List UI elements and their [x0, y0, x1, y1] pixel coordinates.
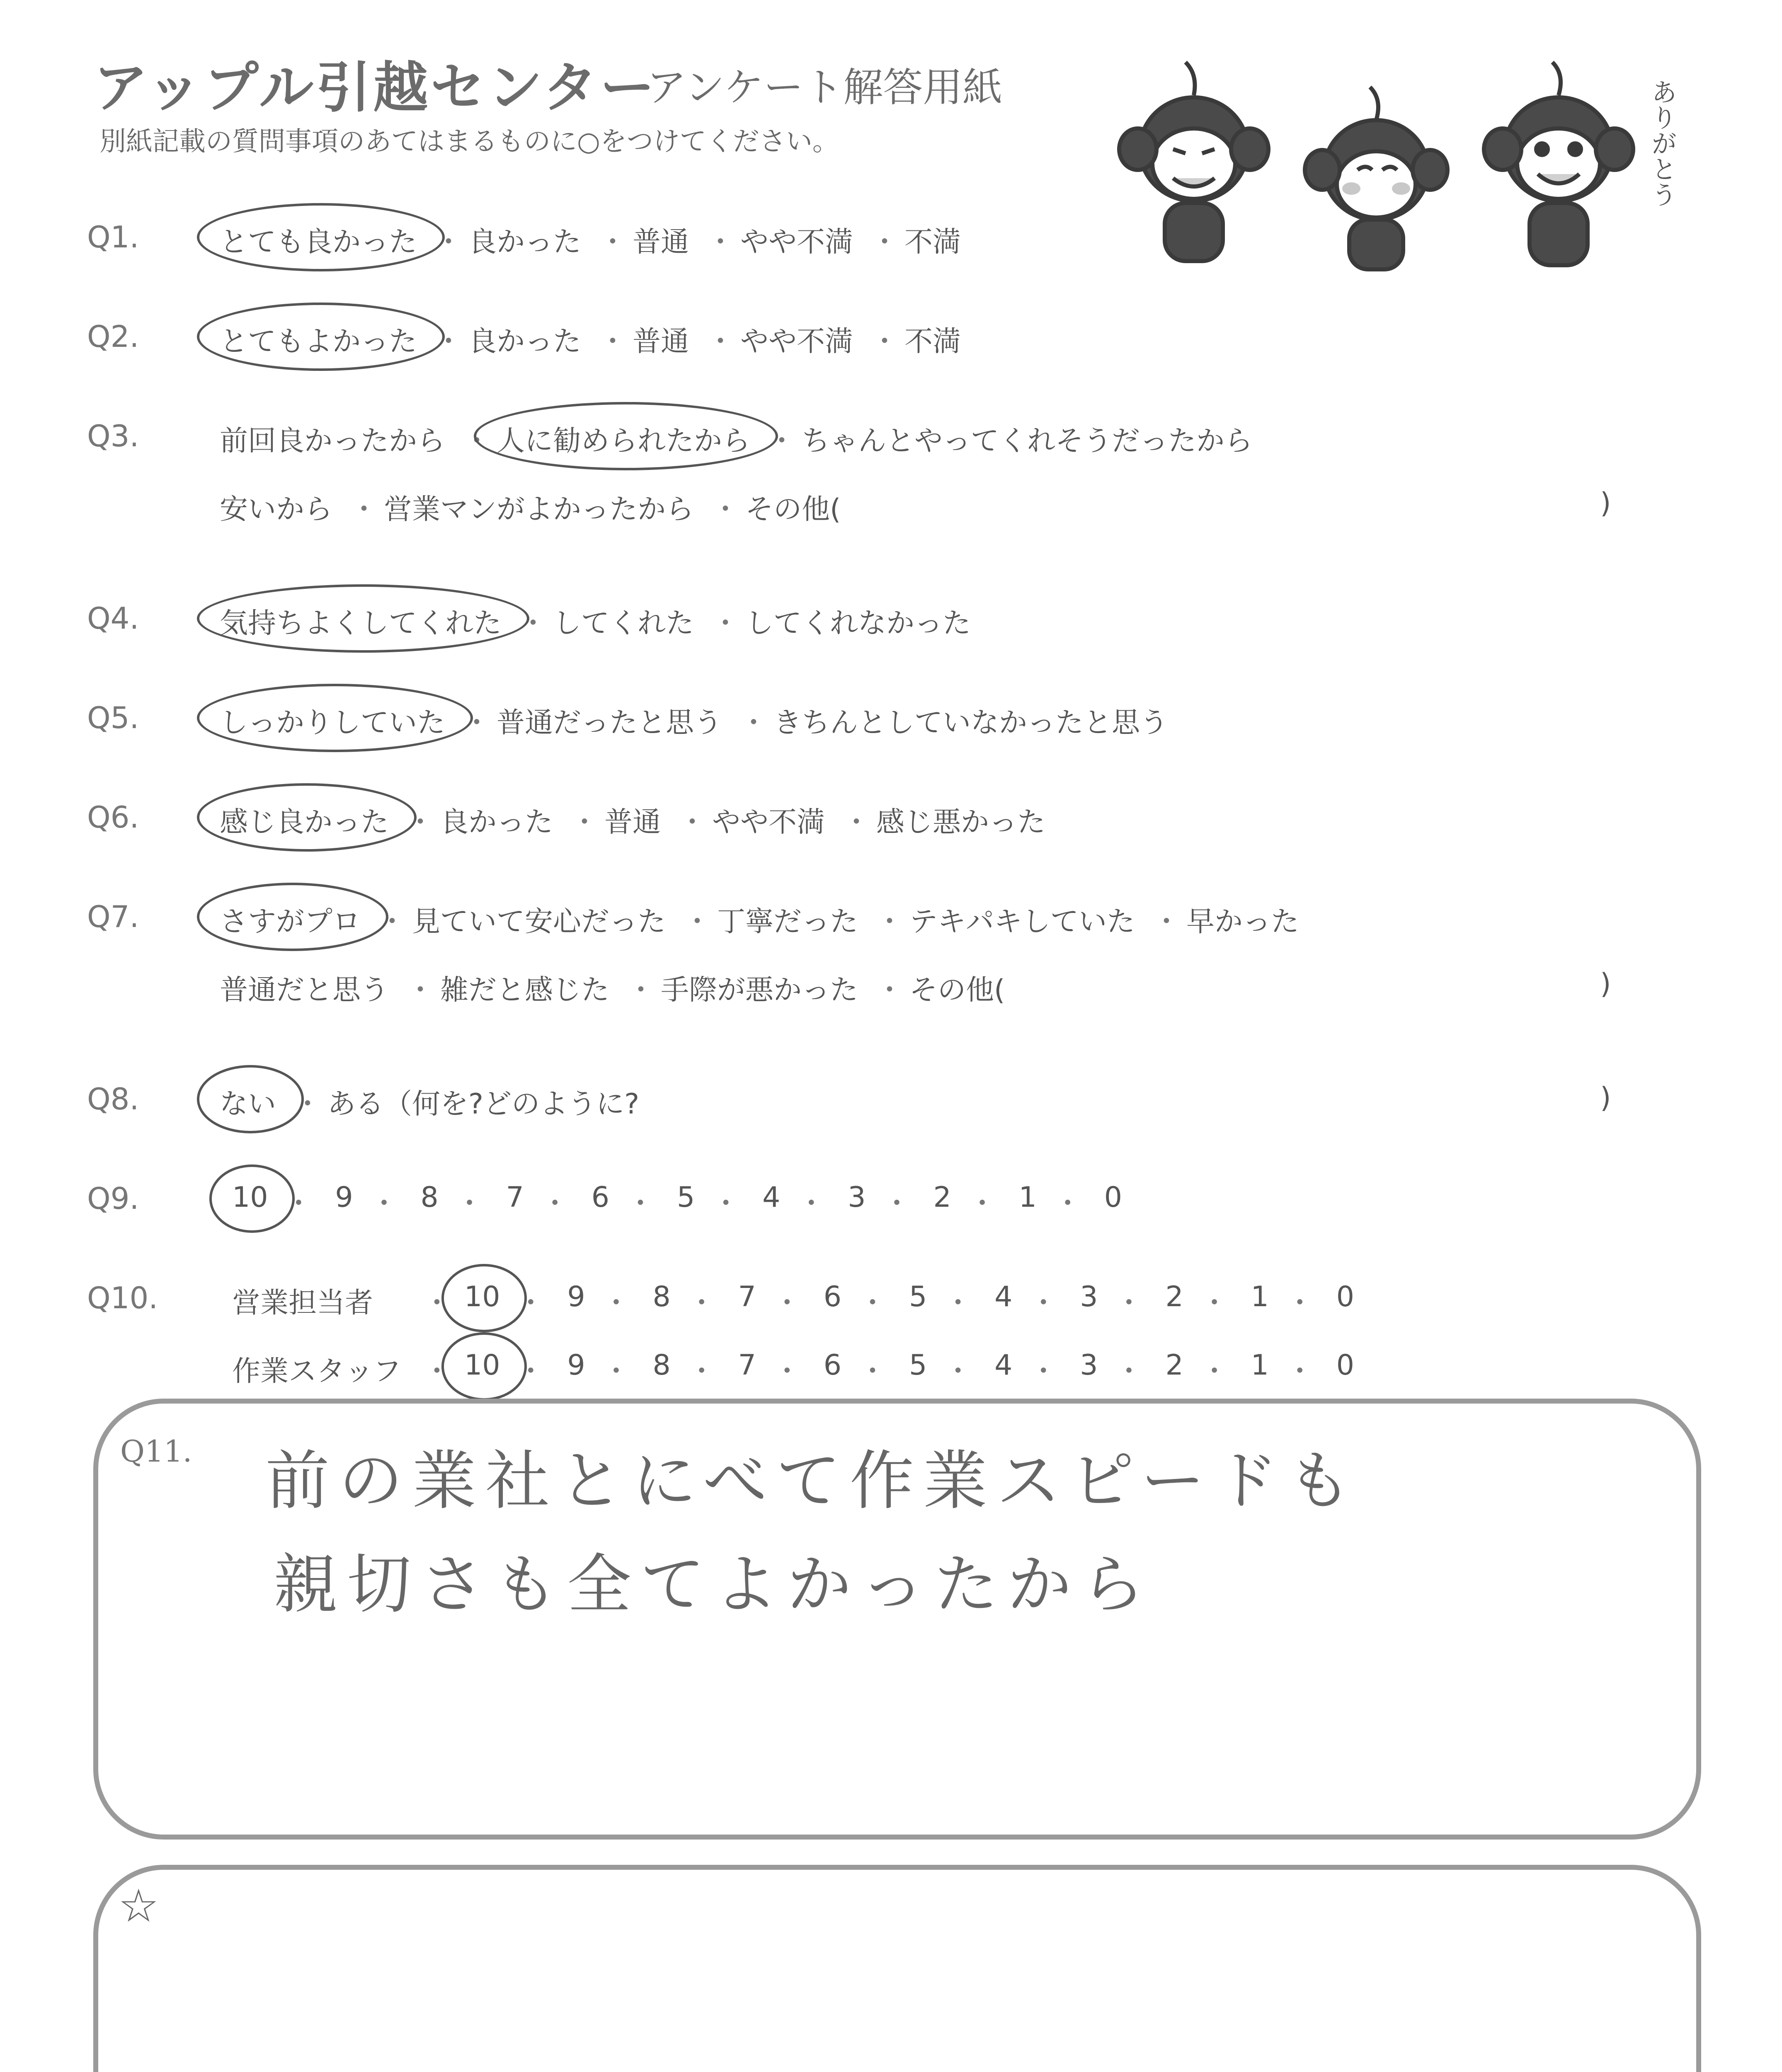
answer-option[interactable]: 安いから — [220, 493, 333, 526]
q11-answer-line-2: 親切さも全てよかったから — [274, 1547, 1154, 1622]
answer-option[interactable]: やや不満 — [740, 226, 853, 259]
separator-dot: ・ — [370, 1187, 398, 1220]
answer-option[interactable]: 良かった — [468, 226, 582, 259]
separator-dot: ・ — [406, 974, 435, 1007]
answer-option[interactable]: その他( — [745, 493, 841, 526]
question-number: Q2. — [87, 319, 139, 354]
answer-option[interactable]: やや不満 — [712, 806, 825, 839]
question-number: Q8. — [87, 1082, 139, 1116]
separator-dot: ・ — [883, 1187, 911, 1220]
separator-dot: ・ — [875, 974, 904, 1007]
separator-dot: ・ — [944, 1355, 972, 1388]
separator-dot: ・ — [1285, 1287, 1314, 1319]
answer-option[interactable]: 4 — [994, 1280, 1013, 1313]
answer-option[interactable]: 8 — [420, 1181, 439, 1214]
separator-dot: ・ — [455, 1187, 484, 1220]
comment-box — [93, 1865, 1701, 2072]
answer-option[interactable]: 10 — [232, 1181, 268, 1214]
answer-option[interactable]: 雑だと感じた — [440, 974, 610, 1007]
selected-answer-circle — [197, 883, 388, 951]
answer-option[interactable]: 感じ悪かった — [876, 806, 1046, 839]
answer-option[interactable]: 10 — [464, 1349, 500, 1382]
answer-option[interactable]: 1 — [1018, 1181, 1037, 1214]
answer-option[interactable]: その他( — [909, 974, 1005, 1007]
answer-option[interactable]: 丁寧だった — [717, 905, 858, 938]
separator-dot: ・ — [516, 1287, 545, 1319]
answer-option[interactable]: 7 — [738, 1280, 756, 1313]
answer-option[interactable]: 8 — [652, 1280, 671, 1313]
separator-dot: ・ — [284, 1187, 313, 1220]
separator-dot: ・ — [602, 1355, 630, 1388]
separator-dot: ・ — [944, 1287, 972, 1319]
separator-dot: ・ — [626, 1187, 655, 1220]
selected-answer-circle — [197, 783, 417, 852]
answer-option[interactable]: きちんとしていなかったと思う — [773, 707, 1169, 739]
separator-dot: ・ — [773, 1355, 801, 1388]
question-number: Q6. — [87, 800, 139, 835]
answer-option[interactable]: 7 — [738, 1349, 756, 1382]
answer-option[interactable]: 良かった — [440, 806, 553, 839]
answer-option[interactable]: してくれなかった — [745, 607, 971, 640]
separator-dot: ・ — [858, 1287, 887, 1319]
selected-answer-circle — [209, 1164, 295, 1233]
separator-dot: ・ — [570, 806, 599, 839]
answer-option[interactable]: ちゃんとやってくれそうだったから — [802, 425, 1253, 457]
separator-dot: ・ — [406, 806, 435, 839]
separator-dot: ・ — [706, 226, 735, 259]
answer-option[interactable]: 0 — [1336, 1349, 1355, 1382]
answer-option[interactable]: 6 — [591, 1181, 610, 1214]
separator-dot: ・ — [1029, 1287, 1058, 1319]
thanks-text: ありがとう — [1647, 79, 1678, 207]
separator-dot: ・ — [1053, 1187, 1082, 1220]
answer-option[interactable]: やや不満 — [740, 325, 853, 358]
close-paren: ) — [1600, 968, 1611, 1000]
answer-option[interactable]: 3 — [848, 1181, 866, 1214]
separator-dot: ・ — [768, 425, 796, 457]
answer-option[interactable]: 1 — [1251, 1280, 1269, 1313]
answer-option[interactable]: してくれた — [553, 607, 694, 640]
separator-dot: ・ — [463, 425, 491, 457]
answer-option[interactable]: 0 — [1336, 1280, 1355, 1313]
monkey-mascots-illustration — [1111, 46, 1691, 278]
separator-dot: ・ — [858, 1355, 887, 1388]
question-number: Q5. — [87, 700, 139, 735]
answer-option[interactable]: 6 — [823, 1349, 842, 1382]
answer-option[interactable]: 9 — [567, 1349, 585, 1382]
answer-option[interactable]: 気持ちよくしてくれた — [220, 607, 502, 640]
separator-dot: ・ — [712, 1187, 740, 1220]
answer-option[interactable]: しっかりしていた — [220, 707, 446, 739]
separator-dot: ・ — [1200, 1355, 1229, 1388]
answer-option[interactable]: 普通だと思う — [220, 974, 389, 1007]
separator-dot: ・ — [842, 806, 871, 839]
separator-dot: ・ — [423, 1355, 451, 1388]
answer-option[interactable]: 7 — [506, 1181, 524, 1214]
answer-option[interactable]: 6 — [823, 1280, 842, 1313]
answer-option[interactable]: 3 — [1080, 1280, 1098, 1313]
answer-option[interactable]: 8 — [652, 1349, 671, 1382]
separator-dot: ・ — [599, 325, 627, 358]
close-paren: ) — [1600, 1082, 1611, 1114]
answer-option[interactable]: 5 — [909, 1349, 927, 1382]
star-label: ☆ — [118, 1879, 159, 1932]
question-number: Q4. — [87, 601, 139, 636]
answer-option[interactable]: 前回良かったから — [220, 425, 446, 457]
selected-answer-circle — [197, 684, 473, 752]
separator-dot: ・ — [687, 1287, 716, 1319]
selected-answer-circle — [197, 1065, 304, 1133]
answer-option[interactable]: さすがプロ — [220, 905, 361, 938]
answer-option[interactable]: テキパキしていた — [909, 905, 1135, 938]
separator-dot: ・ — [602, 1287, 630, 1319]
selected-answer-circle — [197, 303, 445, 371]
answer-option[interactable]: 9 — [567, 1280, 585, 1313]
answer-option[interactable]: とてもよかった — [220, 325, 417, 358]
separator-dot: ・ — [423, 1287, 451, 1319]
separator-dot: ・ — [541, 1187, 569, 1220]
answer-option[interactable]: 5 — [676, 1181, 695, 1214]
question-number: Q9. — [87, 1181, 139, 1216]
separator-dot: ・ — [599, 226, 627, 259]
answer-option[interactable]: 2 — [1165, 1280, 1183, 1313]
q11-answer-line-1: 前の業社とにべて作業スピードも — [265, 1443, 1361, 1518]
answer-option[interactable]: 不満 — [904, 325, 961, 358]
answer-option[interactable]: 10 — [464, 1280, 500, 1313]
separator-dot: ・ — [1200, 1287, 1229, 1319]
rating-row-label: 営業担当者 — [232, 1287, 373, 1319]
answer-option[interactable]: 4 — [994, 1349, 1013, 1382]
answer-option[interactable]: 普通 — [604, 806, 661, 839]
answer-option[interactable]: 5 — [909, 1280, 927, 1313]
separator-dot: ・ — [870, 226, 899, 259]
answer-option[interactable]: 4 — [762, 1181, 781, 1214]
separator-dot: ・ — [875, 905, 904, 938]
separator-dot: ・ — [797, 1187, 826, 1220]
answer-option[interactable]: 普通 — [633, 226, 689, 259]
separator-dot: ・ — [350, 493, 378, 526]
rating-row-label: 作業スタッフ — [232, 1355, 402, 1388]
separator-dot: ・ — [1115, 1355, 1143, 1388]
instruction-text: 別紙記載の質問事項のあてはまるものに○をつけてください。 — [99, 126, 839, 157]
question-number: Q7. — [87, 899, 139, 934]
separator-dot: ・ — [1029, 1355, 1058, 1388]
separator-dot: ・ — [1285, 1355, 1314, 1388]
close-paren: ) — [1600, 487, 1611, 520]
answer-option[interactable]: 良かった — [468, 325, 582, 358]
selected-answer-circle — [197, 584, 529, 653]
separator-dot: ・ — [683, 905, 712, 938]
separator-dot: ・ — [463, 707, 491, 739]
separator-dot: ・ — [434, 226, 463, 259]
selected-answer-circle — [441, 1264, 527, 1332]
q11-label: Q11. — [120, 1434, 192, 1469]
separator-dot: ・ — [434, 325, 463, 358]
separator-dot: ・ — [378, 905, 407, 938]
answer-option[interactable]: ある（何を?どのように? — [327, 1088, 640, 1121]
answer-option[interactable]: 見ていて安心だった — [412, 905, 666, 938]
separator-dot: ・ — [968, 1187, 996, 1220]
separator-dot: ・ — [870, 325, 899, 358]
answer-option[interactable]: 普通 — [633, 325, 689, 358]
answer-option[interactable]: 2 — [1165, 1349, 1183, 1382]
separator-dot: ・ — [773, 1287, 801, 1319]
answer-option[interactable]: ない — [220, 1088, 276, 1121]
separator-dot: ・ — [1115, 1287, 1143, 1319]
answer-option[interactable]: 感じ良かった — [220, 806, 389, 839]
separator-dot: ・ — [1152, 905, 1181, 938]
answer-option[interactable]: 早かった — [1186, 905, 1300, 938]
answer-option[interactable]: 2 — [933, 1181, 951, 1214]
separator-dot: ・ — [516, 1355, 545, 1388]
selected-answer-circle — [197, 203, 445, 271]
answer-option[interactable]: 手際が悪かった — [661, 974, 858, 1007]
answer-option[interactable]: 9 — [335, 1181, 353, 1214]
separator-dot: ・ — [293, 1088, 322, 1121]
form-title: アンケート解答用紙 — [647, 64, 1003, 111]
separator-dot: ・ — [711, 607, 740, 640]
answer-option[interactable]: 3 — [1080, 1349, 1098, 1382]
separator-dot: ・ — [519, 607, 548, 640]
question-number: Q10. — [87, 1280, 158, 1315]
separator-dot: ・ — [678, 806, 707, 839]
answer-option[interactable]: 営業マンがよかったから — [384, 493, 694, 526]
separator-dot: ・ — [627, 974, 655, 1007]
separator-dot: ・ — [687, 1355, 716, 1388]
separator-dot: ・ — [711, 493, 740, 526]
company-name: アップル引越センター — [93, 56, 657, 120]
answer-option[interactable]: 人に勧められたから — [497, 425, 751, 457]
selected-answer-circle — [474, 402, 778, 470]
answer-option[interactable]: 不満 — [904, 226, 961, 259]
separator-dot: ・ — [739, 707, 768, 739]
answer-option[interactable]: 1 — [1251, 1349, 1269, 1382]
selected-answer-circle — [441, 1332, 527, 1401]
answer-option[interactable]: 0 — [1104, 1181, 1123, 1214]
answer-option[interactable]: とても良かった — [220, 226, 417, 259]
separator-dot: ・ — [706, 325, 735, 358]
question-number: Q3. — [87, 419, 139, 453]
answer-option[interactable]: 普通だったと思う — [497, 707, 722, 739]
question-number: Q1. — [87, 220, 139, 254]
